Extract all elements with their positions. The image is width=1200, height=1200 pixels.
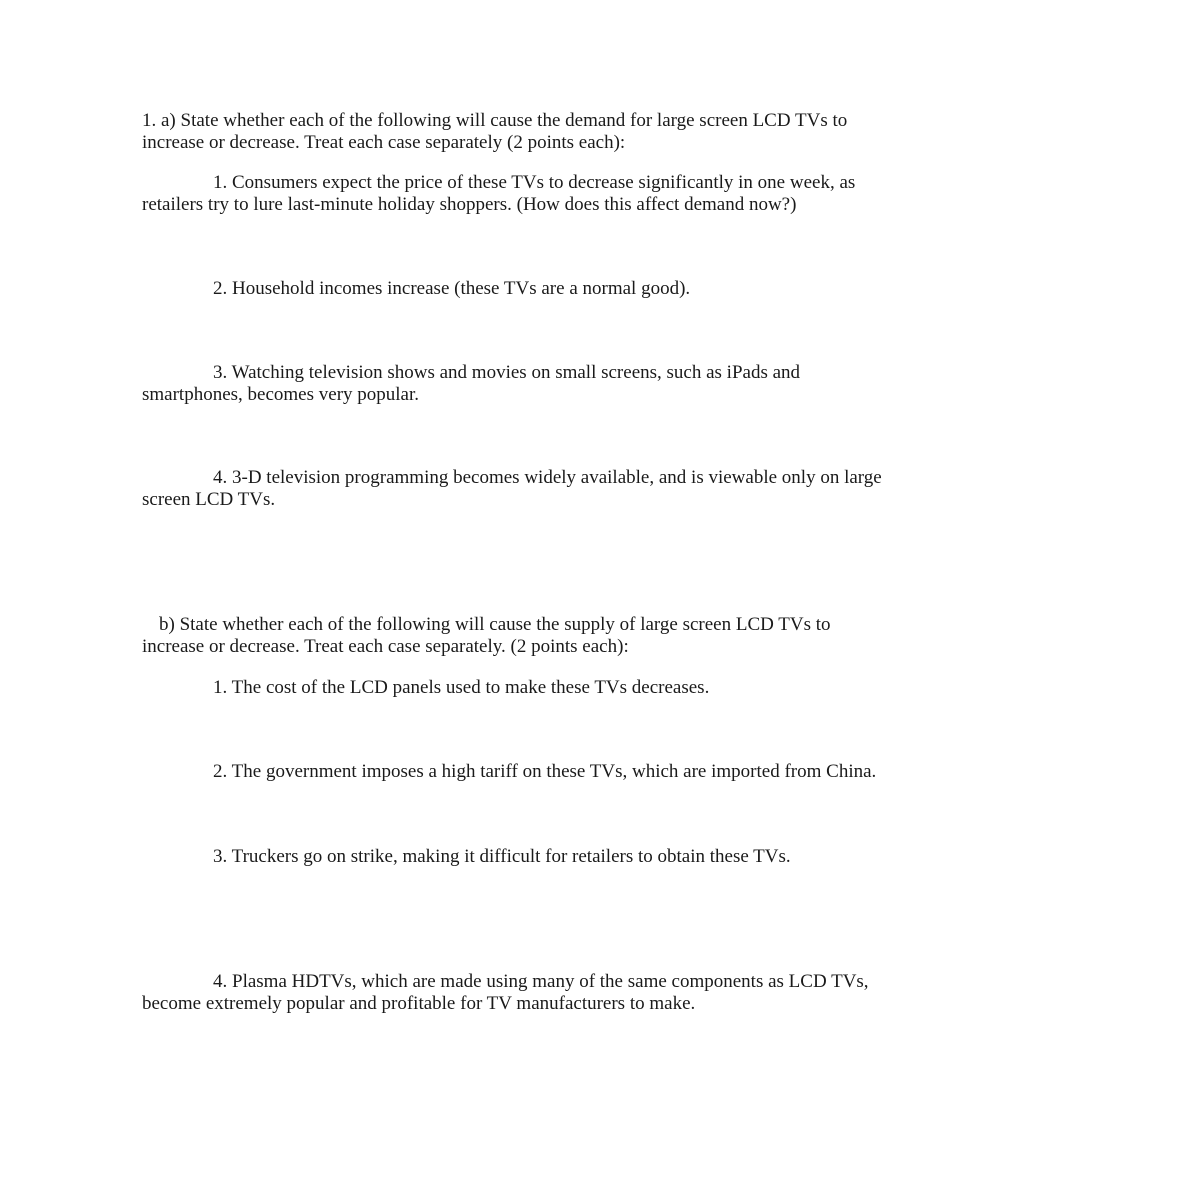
part-b-item-2-line1: 2. The government imposes a high tariff on these TVs, which are imported from China. <box>213 761 877 782</box>
part-a-item-1-line2: retailers try to lure last-minute holiday shoppers. (How does this affect demand now?) <box>142 194 797 215</box>
part-a-item-1-line1: 1. Consumers expect the price of these TVs to decrease significantly in one week, as <box>213 172 856 193</box>
part-a-item-3-line2: smartphones, becomes very popular. <box>142 384 420 405</box>
part-a-item-1 <box>142 172 1062 216</box>
part-a-item-2-line1: 2. Household incomes increase (these TVs are a normal good). <box>213 278 691 299</box>
part-a-item-2 <box>142 278 1062 300</box>
part-a-item-3-line1: 3. Watching television shows and movies on small screens, such as iPads and <box>213 362 801 383</box>
part-b-item-1 <box>142 677 1062 699</box>
part-a-item-4-line1: 4. 3-D television programming becomes widely available, and is viewable only on large <box>213 467 882 488</box>
part-b-item-4 <box>142 971 1062 1015</box>
part-b-intro-line1: b) State whether each of the following will cause the supply of large screen LCD TVs to <box>159 614 831 635</box>
part-b-item-3-line1: 3. Truckers go on strike, making it difficult for retailers to obtain these TVs. <box>213 846 791 867</box>
part-b-item-1-line1: 1. The cost of the LCD panels used to make these TVs decreases. <box>213 677 710 698</box>
part-b-item-4-line1: 4. Plasma HDTVs, which are made using many of the same components as LCD TVs, <box>213 971 869 992</box>
part-a-item-4-line2: screen LCD TVs. <box>142 489 276 510</box>
part-b-intro-line2: increase or decrease. Treat each case separately. (2 points each): <box>142 636 629 657</box>
part-b-item-3 <box>142 846 1062 868</box>
part-a-intro <box>142 110 1062 154</box>
part-a-item-4 <box>142 467 1062 511</box>
part-a-intro-line1: 1. a) State whether each of the following will cause the demand for large screen LCD TVs to <box>142 110 848 131</box>
part-b-item-2 <box>142 761 1062 783</box>
part-a-intro-line2: increase or decrease. Treat each case separately (2 points each): <box>142 132 626 153</box>
part-a-item-3 <box>142 362 1062 406</box>
part-b-item-4-line2: become extremely popular and profitable for TV manufacturers to make. <box>142 993 696 1014</box>
part-b-intro <box>142 614 1062 658</box>
